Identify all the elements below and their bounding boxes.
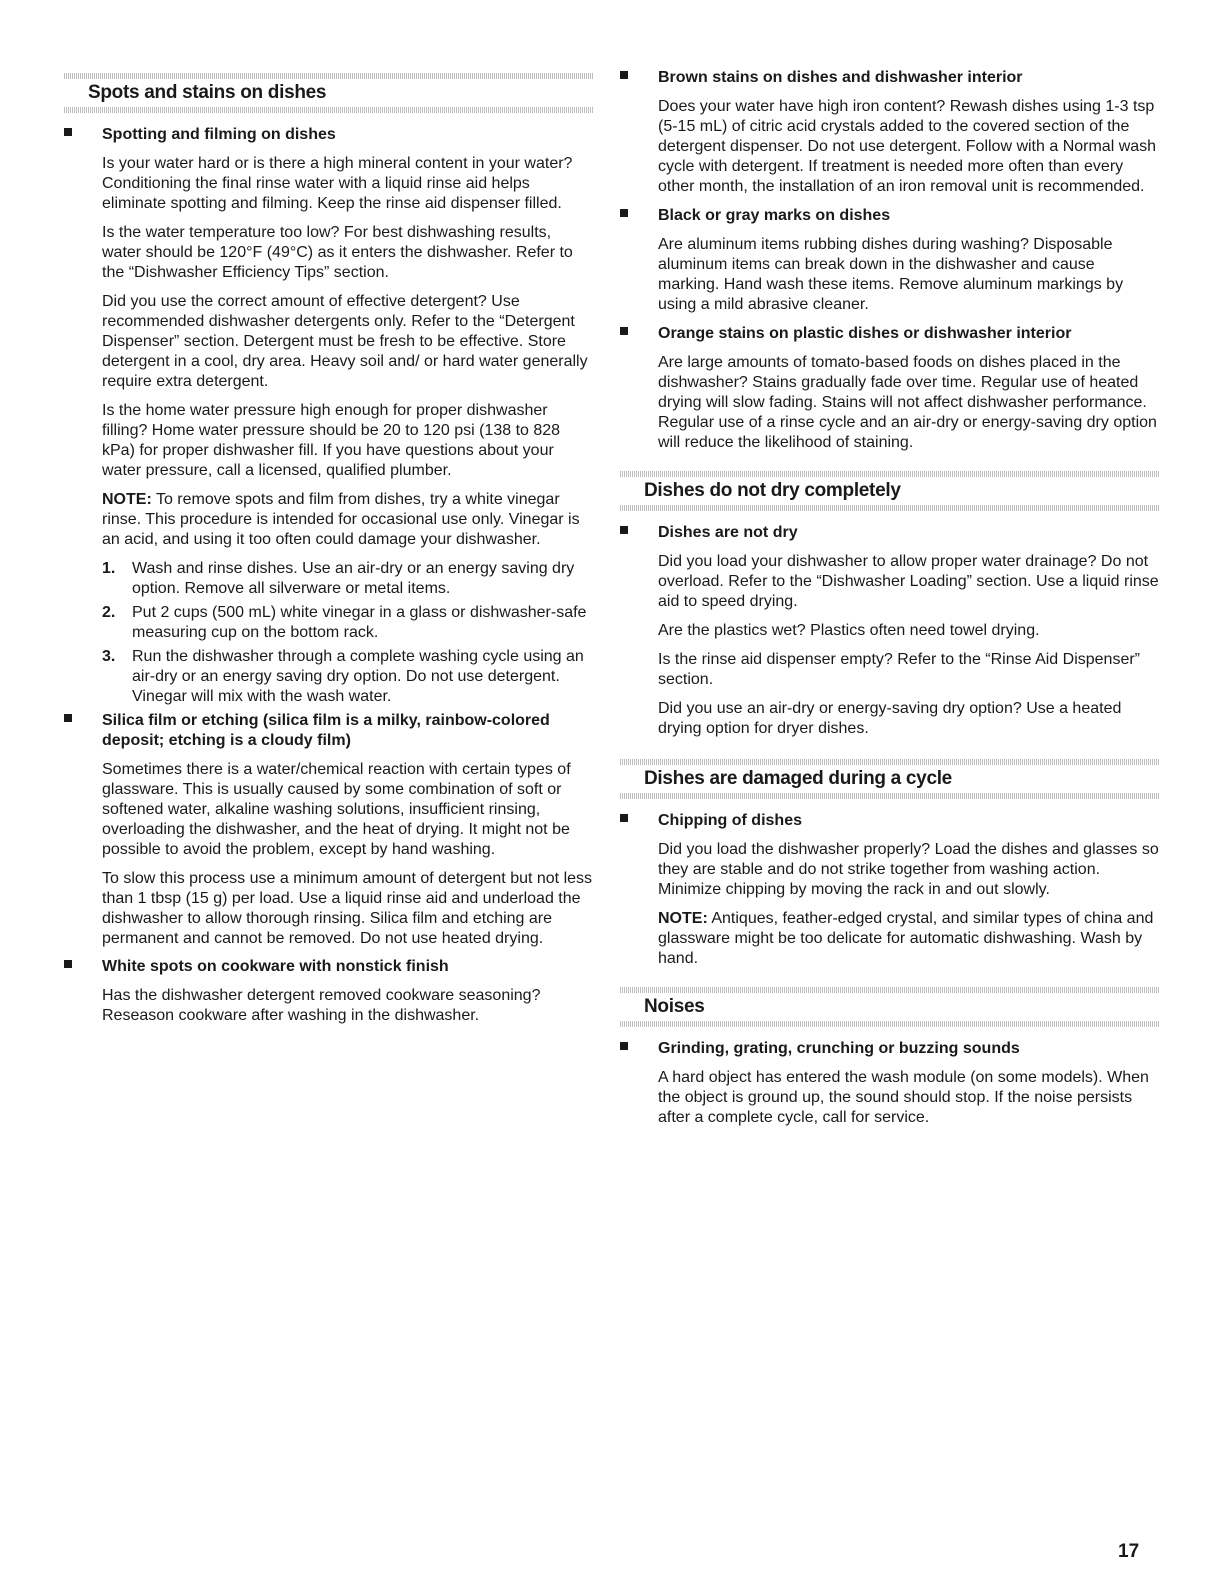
left-column	[64, 0, 594, 1026]
item-title: Spotting and filming on dishes	[102, 126, 336, 143]
paragraph: Are aluminum items rubbing dishes during washing? Disposable aluminum items can break down in the dishwasher and cause marking. Hand wash these items. Remove aluminum markings by using a mild abrasive cleaner.	[658, 236, 1124, 313]
bullet-icon	[64, 960, 72, 968]
paragraph: Are large amounts of tomato-based foods on dishes placed in the dishwasher? Stains gradually fade over time. Regular use of heated drying will slow fading. Stains will not affect dishwasher performance. Regular use of a rinse cycle and an air-dry or energy-saving dry option will reduce the likelihood of staining.	[658, 354, 1157, 451]
bullet-icon	[620, 1042, 628, 1050]
item-orange-stains	[620, 324, 1160, 453]
steps-list	[102, 559, 594, 707]
paragraph: Is the home water pressure high enough for proper dishwasher filling? Home water pressure should be 20 to 120 psi (138 to 828 kPa) for proper dishwasher fill. If you have questions about your water pressure, call a licensed, qualified plumber.	[102, 402, 561, 479]
section-title: Dishes are damaged during a cycle	[644, 768, 952, 789]
item-spotting	[64, 125, 594, 707]
paragraph: Is your water hard or is there a high mineral content in your water? Conditioning the final rinse water with a liquid rinse aid helps eliminate spotting and filming. Keep the rinse aid dispenser filled.	[102, 155, 573, 212]
header-rule-bottom	[64, 107, 594, 113]
paragraph: Did you load your dishwasher to allow proper water drainage? Do not overload. Refer to the “Dishwasher Loading” section. Use a liquid rinse aid to speed drying.	[658, 553, 1159, 610]
item-title: Orange stains on plastic dishes or dishwasher interior	[658, 325, 1072, 342]
paragraph: Did you use an air-dry or energy-saving dry option? Use a heated drying option for dryer dishes.	[658, 700, 1122, 737]
header-rule-bottom	[620, 793, 1160, 799]
item-title: Dishes are not dry	[658, 524, 798, 541]
step-item	[102, 647, 594, 707]
section-title: Dishes do not dry completely	[644, 480, 901, 501]
paragraph: Is the rinse aid dispenser empty? Refer to the “Rinse Aid Dispenser” section.	[658, 651, 1141, 688]
step-number: 1.	[102, 560, 116, 577]
bullet-icon	[64, 128, 72, 136]
step-text: Wash and rinse dishes. Use an air-dry or an energy saving dry option. Remove all silverware or metal items.	[132, 560, 575, 597]
section-header-spots	[64, 73, 594, 113]
bullet-icon	[620, 526, 628, 534]
paragraph: Did you load the dishwasher properly? Load the dishes and glasses so they are stable and do not strike together from washing action. Minimize chipping by moving the rack in and out slowly.	[658, 841, 1159, 898]
paragraph: Did you use the correct amount of effective detergent? Use recommended dishwasher detergents only. Refer to the “Detergent Dispenser” section. Detergent must be fresh to be effective. Store detergent in a cool, dry area. Heavy soil and/ or hard water generally require extra detergent.	[102, 293, 588, 390]
item-white-spots	[64, 957, 594, 1026]
item-chipping	[620, 811, 1160, 969]
paragraph: Are the plastics wet? Plastics often need towel drying.	[658, 622, 1040, 639]
note-label: NOTE:	[658, 910, 708, 927]
note	[102, 490, 594, 550]
bullet-icon	[64, 714, 72, 722]
note-text: To remove spots and film from dishes, try a white vinegar rinse. This procedure is intended for occasional use only. Vinegar is an acid, and using it too often could damage your dishwasher.	[102, 491, 580, 548]
item-title: Brown stains on dishes and dishwasher interior	[658, 69, 1023, 86]
step-text: Run the dishwasher through a complete washing cycle using an air-dry or an energy saving dry option. Do not use detergent. Vinegar will mix with the wash water.	[132, 648, 584, 705]
item-black-marks	[620, 206, 1160, 315]
bullet-icon	[620, 209, 628, 217]
note-label: NOTE:	[102, 491, 152, 508]
item-silica	[64, 711, 594, 949]
step-text: Put 2 cups (500 mL) white vinegar in a glass or dishwasher-safe measuring cup on the bottom rack.	[132, 604, 587, 641]
paragraph: A hard object has entered the wash module (on some models). When the object is ground up, the sound should stop. If the noise persists after a complete cycle, call for service.	[658, 1069, 1149, 1126]
item-title: Chipping of dishes	[658, 812, 802, 829]
note	[658, 909, 1160, 969]
step-item	[102, 559, 594, 599]
paragraph: Is the water temperature too low? For best dishwashing results, water should be 120°F (49°C) as it enters the dishwasher. Refer to the “Dishwasher Efficiency Tips” section.	[102, 224, 573, 281]
item-title: Silica film or etching (silica film is a milky, rainbow-colored deposit; etching is a cloudy film)	[102, 712, 550, 749]
note-text: Antiques, feather-edged crystal, and similar types of china and glassware might be too delicate for automatic dishwashing. Wash by hand.	[658, 910, 1154, 967]
paragraph: Has the dishwasher detergent removed cookware seasoning? Reseason cookware after washing in the dishwasher.	[102, 987, 541, 1024]
paragraph: To slow this process use a minimum amount of detergent but not less than 1 tbsp (15 g) per load. Use a liquid rinse aid and underload the dishwasher to allow thorough rinsing. Silica film and etching are permanent and cannot be removed. Do not use heated drying.	[102, 870, 593, 947]
paragraph: Does your water have high iron content? Rewash dishes using 1-3 tsp (5-15 mL) of citric acid crystals added to the covered section of the detergent dispenser. Do not use detergent. Follow with a Normal wash cycle with detergent. If treatment is needed more often than every other month, the installation of an iron removal unit is recommended.	[658, 98, 1157, 195]
section-title: Spots and stains on dishes	[88, 82, 327, 103]
item-not-dry	[620, 523, 1160, 739]
item-brown-stains	[620, 68, 1160, 197]
paragraph: Sometimes there is a water/chemical reaction with certain types of glassware. This is usually caused by some combination of soft or softened water, alkaline washing solutions, insufficient rinsing, overloading the dishwasher, and the heat of drying. It might not be possible to avoid the problem, except by hand washing.	[102, 761, 571, 858]
section-header-dry	[620, 471, 1160, 511]
header-rule-bottom	[620, 1021, 1160, 1027]
step-number: 2.	[102, 604, 116, 621]
section-title: Noises	[644, 996, 705, 1017]
section-header-noises	[620, 987, 1160, 1027]
item-title: Grinding, grating, crunching or buzzing sounds	[658, 1040, 1020, 1057]
step-item	[102, 603, 594, 643]
item-title: Black or gray marks on dishes	[658, 207, 891, 224]
bullet-icon	[620, 814, 628, 822]
step-number: 3.	[102, 648, 116, 665]
bullet-icon	[620, 327, 628, 335]
bullet-icon	[620, 71, 628, 79]
page-number: 17	[1118, 1541, 1140, 1562]
section-header-damaged	[620, 759, 1160, 799]
right-column	[620, 0, 1160, 1128]
item-title: White spots on cookware with nonstick finish	[102, 958, 449, 975]
header-rule-bottom	[620, 505, 1160, 511]
item-grinding	[620, 1039, 1160, 1128]
